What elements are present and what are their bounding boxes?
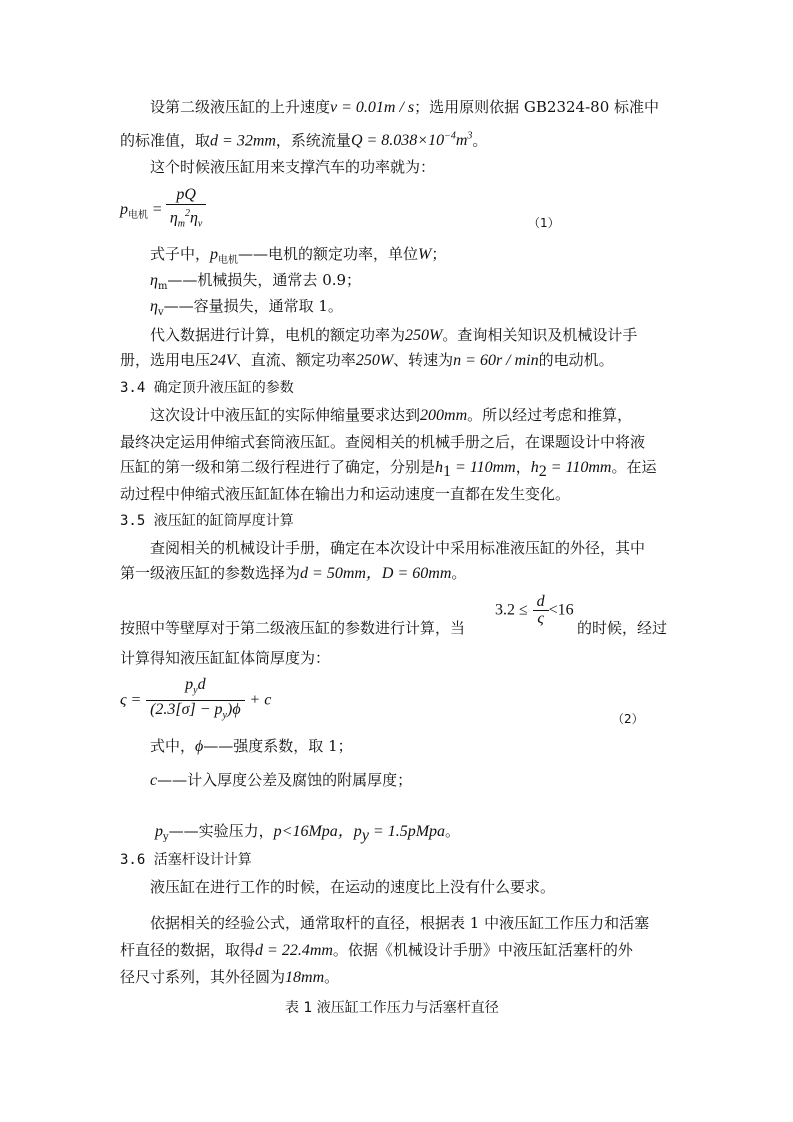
text: 代入数据进行计算，电机的额定功率为 <box>150 326 406 344</box>
text: 。查询相关知识及机械设计手 <box>442 326 638 344</box>
text: 的标准值，取 <box>120 131 211 150</box>
flow-unit-exponent: 3 <box>467 131 473 142</box>
eq2-numerator <box>146 676 245 701</box>
text: 设第二级液压缸的上升速度 <box>150 98 331 116</box>
text: 这个时候液压缸用来支撑汽车的功率就为： <box>150 158 436 176</box>
def-1 <box>150 244 446 271</box>
text: ，系统流量 <box>275 131 351 150</box>
text: 。依据《机械设计手册》中液压缸活塞杆的外 <box>332 941 633 959</box>
text: 。所以经过考虑和推算， <box>467 406 633 424</box>
h1-value: = 110mm <box>451 459 516 476</box>
eq2-denominator <box>146 701 245 725</box>
rod-diameter: d = 22.4mm <box>255 942 333 959</box>
text: 式子中， <box>150 245 211 263</box>
text: 的电动机。 <box>538 351 614 369</box>
symbol-sub: 电机 <box>218 255 239 266</box>
power-value: 250W <box>405 327 443 344</box>
h1-symbol: h <box>435 459 444 476</box>
equation-2 <box>120 676 271 725</box>
text: 液压缸在进行工作的时候，在运动的速度比上没有什么要求。 <box>150 878 556 896</box>
text: ——电机的额定功率，单位 <box>238 245 419 263</box>
text: 。在运 <box>611 458 657 476</box>
text: 依据相关的经验公式，通常取杆的直径，根据表 1 中液压缸工作压力和活塞 <box>150 914 650 932</box>
para-3-line-2 <box>120 350 614 371</box>
heading-3-6: 3.6 活塞杆设计计算 <box>120 852 252 868</box>
para-4-line-3 <box>120 457 656 482</box>
equation-1: $p_{电机}$ = $\frac{pQ}{\eta_m^2\eta_v}$ <box>120 186 206 234</box>
def-4 <box>150 736 353 757</box>
diameter-values: d = 50mm，D = 60mm <box>300 565 452 582</box>
para-4-line-4 <box>120 484 570 504</box>
def-6 <box>155 821 460 848</box>
text: 第一级液压缸的参数选择为 <box>120 564 301 582</box>
eq1-fraction <box>166 186 207 234</box>
text: 计算得知液压缸缸体筒厚度为： <box>120 649 331 667</box>
condition-value: = 1.5pMpa <box>368 823 446 840</box>
symbol: ϕ <box>195 738 204 755</box>
para-6-line-2 <box>120 648 330 668</box>
text: ——计入厚度公差及腐蚀的附属厚度； <box>157 771 413 789</box>
eq1-denominator <box>166 205 207 234</box>
flow-formula <box>351 132 472 149</box>
text: 动过程中伸缩式液压缸缸体在输出力和运动速度一直都在发生变化。 <box>120 485 571 503</box>
eq2-lhs: ς = <box>120 691 142 709</box>
para-8-line-3 <box>120 967 339 988</box>
speed-value: n = 60r / min <box>453 352 539 369</box>
d: d <box>197 676 206 693</box>
heading-3-5: 3.5 液压缸的缸筒厚度计算 <box>120 513 294 529</box>
para-5-line-1 <box>150 538 645 558</box>
equation-2-number: （2） <box>612 712 644 726</box>
ineq-right: <16 <box>548 601 574 619</box>
ineq-fraction <box>533 594 549 627</box>
text: ——实验压力， <box>168 822 274 840</box>
para-6-line-1 <box>120 618 465 638</box>
h2-symbol: h <box>530 459 539 476</box>
h2-sub: 2 <box>538 463 547 480</box>
para-2 <box>150 157 435 177</box>
voltage-value: 24V <box>210 352 236 369</box>
text: 杆直径的数据，取得 <box>120 941 256 959</box>
text: 。 <box>472 131 488 150</box>
para-8-line-1 <box>150 913 649 933</box>
para-5-line-2 <box>120 563 466 584</box>
symbol: p <box>210 246 219 263</box>
velocity-formula: v = 0.01m / s <box>330 99 415 116</box>
symbol: η <box>150 298 158 315</box>
para-4-line-1 <box>150 405 632 426</box>
def-3 <box>150 296 343 323</box>
text: ， <box>515 458 531 476</box>
text: ——机械损失，通常去 0.9； <box>167 271 362 289</box>
unit: W <box>418 246 432 263</box>
text: 式中， <box>150 737 196 755</box>
sub: v <box>197 218 203 230</box>
para-7 <box>150 877 555 897</box>
table-caption: 表 1 液压缸工作压力与活塞杆直径 <box>285 1000 499 1016</box>
condition-sub: y <box>361 827 369 844</box>
eta: η <box>169 209 178 227</box>
h2-value: = 110mm <box>546 459 612 476</box>
text: 最终决定运用伸缩式套筒液压缸。查阅相关的机械手册之后，在课题设计中将液 <box>120 433 646 451</box>
condition: p<16Mpa，p <box>273 823 362 840</box>
sub: y <box>193 685 198 697</box>
ineq-numerator: d <box>533 594 549 611</box>
sub: m <box>177 218 185 230</box>
def-5 <box>150 770 412 791</box>
symbol: η <box>150 272 158 289</box>
text: 的时候，经过 <box>577 619 668 637</box>
symbol-sub: m <box>157 281 168 292</box>
para-1-line-2 <box>120 127 487 151</box>
ineq-denominator: ς <box>537 610 544 627</box>
text: ；选用原则依据 GB2324-80 标准中 <box>414 98 660 116</box>
text: ——强度系数，取 1； <box>203 737 353 755</box>
stroke-value: 200mm <box>420 407 468 424</box>
h1-sub: 1 <box>443 463 452 480</box>
eq2-fraction <box>146 676 245 725</box>
eq1-numerator: pQ <box>166 186 207 205</box>
flow-unit: m <box>455 132 468 150</box>
text: 压缸的第一级和第二级行程进行了确定，分别是 <box>120 458 436 476</box>
para-8-line-2 <box>120 940 633 961</box>
den-main: (2.3[σ] − p <box>150 701 223 719</box>
symbol-sub: v <box>157 307 164 318</box>
inequality <box>495 594 574 627</box>
equation-1-number: （1） <box>528 216 560 230</box>
flow-value: Q = 8.038×10 <box>350 132 445 150</box>
para-6-line-1-tail <box>577 618 667 638</box>
text: ； <box>431 245 447 263</box>
para-1-line-1 <box>150 97 659 118</box>
heading-3-4: 3.4 确定顶升液压缸的参数 <box>120 380 294 396</box>
para-4-line-2 <box>120 432 645 452</box>
diameter-formula: d = 32mm <box>210 132 276 150</box>
eq1-lhs-sub: 电机 <box>128 209 148 221</box>
text: 。 <box>445 822 461 840</box>
text: 这次设计中液压缸的实际伸缩量要求达到 <box>150 406 421 424</box>
den-end: )ϕ <box>227 701 241 719</box>
p: p <box>185 676 194 693</box>
text: 册，选用电压 <box>120 351 211 369</box>
sub: y <box>222 710 227 722</box>
sup: 2 <box>184 208 190 219</box>
text: 、转速为 <box>393 351 454 369</box>
flow-exponent: −4 <box>444 131 456 142</box>
text: 查阅相关的机械设计手册，确定在本次设计中采用标准液压缸的外径，其中 <box>150 539 646 557</box>
para-3-line-1 <box>150 325 637 346</box>
eta: η <box>189 209 198 227</box>
symbol-sub: y <box>163 832 169 843</box>
eq1-lhs: p <box>120 200 128 218</box>
power-value: 250W <box>355 352 394 369</box>
symbol: p <box>155 823 163 840</box>
text: 。 <box>324 968 340 986</box>
ineq-left: 3.2 ≤ <box>495 601 528 619</box>
text: 。 <box>451 564 467 582</box>
text: 按照中等壁厚对于第二级液压缸的参数进行计算，当 <box>120 619 466 637</box>
eq2-plus-c: + c <box>249 691 272 709</box>
text: 、直流、额定功率 <box>235 351 356 369</box>
text: ——容量损失，通常取 1。 <box>163 297 343 315</box>
outer-diameter: 18mm <box>285 969 325 986</box>
symbol: c <box>150 772 158 789</box>
def-2 <box>150 270 361 297</box>
text: 径尺寸系列，其外径圆为 <box>120 968 286 986</box>
